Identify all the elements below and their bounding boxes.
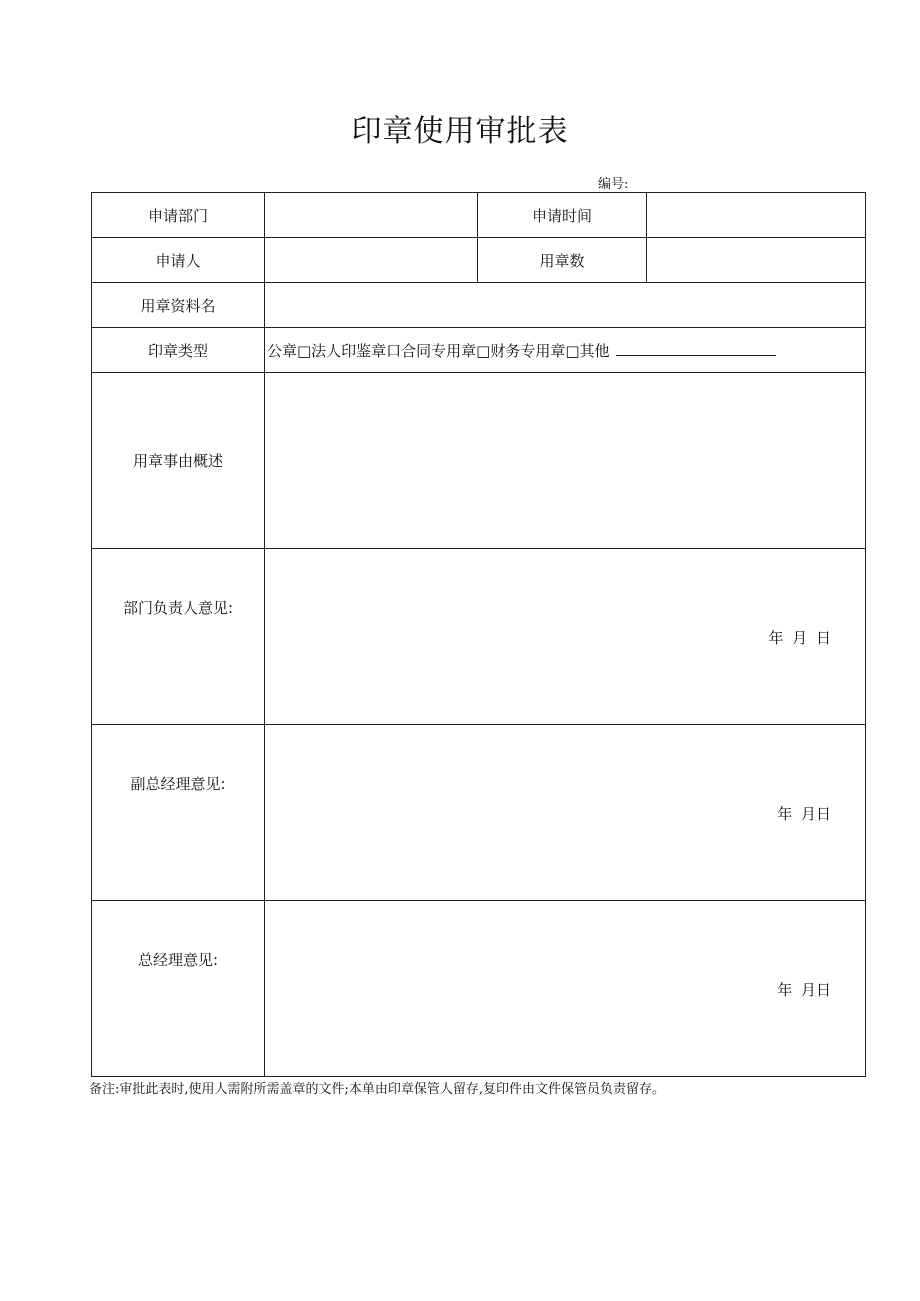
date-mark: 年 月 日 — [768, 629, 831, 647]
row-applicant-count — [92, 238, 866, 283]
row-deputy-gm-opinion — [92, 725, 866, 901]
reason-label: 用章事由概述 — [92, 373, 265, 549]
time-label: 申请时间 — [478, 193, 647, 238]
date-mark: 年 月日 — [777, 805, 831, 823]
gm-opinion-field[interactable] — [265, 901, 866, 1077]
time-field[interactable] — [647, 193, 866, 238]
seal-type-options: 公章□法人印鉴章口合同专用章□财务专用章□其他 — [267, 341, 610, 360]
dept-label: 申请部门 — [92, 193, 265, 238]
row-dept-head-opinion — [92, 549, 866, 725]
doc-name-label: 用章资料名 — [92, 283, 265, 328]
row-reason — [92, 373, 866, 549]
reason-field[interactable] — [265, 373, 866, 549]
applicant-field[interactable] — [265, 238, 478, 283]
seal-type-label: 印章类型 — [92, 328, 265, 373]
applicant-label: 申请人 — [92, 238, 265, 283]
dept-head-opinion-field[interactable] — [265, 549, 866, 725]
row-gm-opinion — [92, 901, 866, 1077]
row-seal-type — [92, 328, 866, 373]
dept-head-opinion-label: 部门负责人意见: — [92, 549, 265, 725]
doc-name-field[interactable] — [265, 283, 866, 328]
row-doc-name — [92, 283, 866, 328]
date-mark: 年 月日 — [777, 981, 831, 999]
deputy-gm-opinion-field[interactable] — [265, 725, 866, 901]
dept-field[interactable] — [265, 193, 478, 238]
footer-note: 备注:审批此表时,使用人需附所需盖章的文件;本单由印章保管人留存,复印件由文件保管员负责留存。 — [89, 1082, 666, 1097]
other-blank-line[interactable] — [616, 343, 776, 356]
approval-form-table — [91, 192, 866, 1077]
gm-opinion-label: 总经理意见: — [92, 901, 265, 1077]
count-label: 用章数 — [478, 238, 647, 283]
seal-type-field[interactable] — [265, 328, 866, 373]
deputy-gm-opinion-label: 副总经理意见: — [92, 725, 265, 901]
row-dept-time — [92, 193, 866, 238]
form-title: 印章使用审批表 — [351, 114, 569, 149]
serial-number-label: 编号: — [598, 177, 629, 192]
count-field[interactable] — [647, 238, 866, 283]
